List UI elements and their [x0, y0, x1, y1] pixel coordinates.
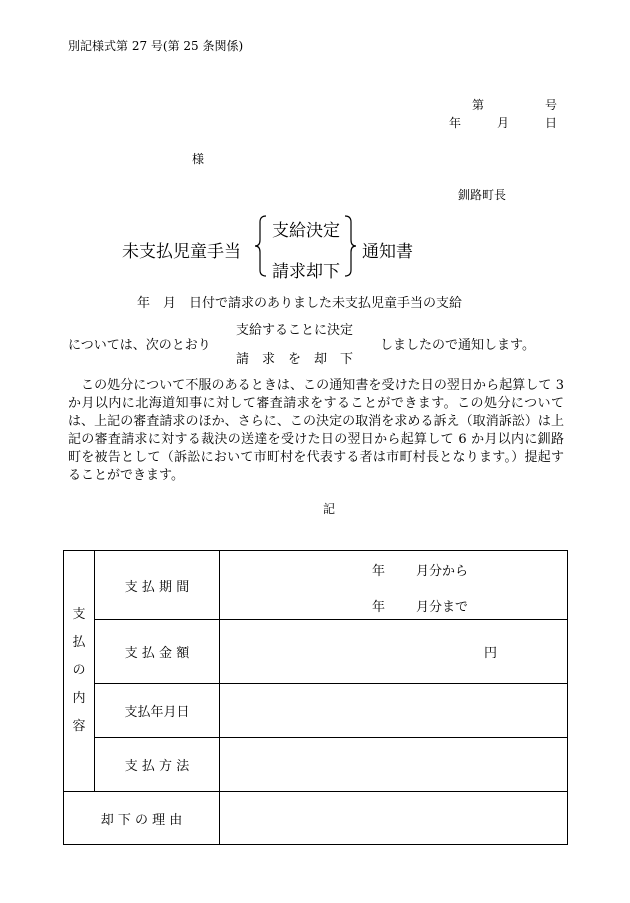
rejection-reason-label: 却 下 の 理 由	[64, 792, 220, 845]
payment-date-label: 支払年月日	[95, 684, 220, 738]
group-label-payment-content	[64, 551, 95, 792]
date-month-label: 月	[497, 116, 510, 130]
group-label-char: 払	[72, 635, 86, 650]
period-from-month: 月分から	[416, 564, 469, 579]
period-to-year: 年	[372, 600, 386, 615]
title-option-reject: 請求却下	[272, 262, 340, 282]
table-row-amount	[64, 620, 568, 684]
rejection-reason-value	[220, 792, 568, 845]
group-label-char: 支	[72, 607, 86, 622]
date-day-label: 日	[545, 116, 558, 130]
payment-method-value	[220, 738, 568, 792]
period-label: 支 払 期 間	[95, 551, 220, 620]
table-row-method	[64, 738, 568, 792]
period-from-year: 年	[372, 564, 386, 579]
body-tail: しましたので通知します。	[380, 338, 535, 353]
table-row-reason	[64, 792, 568, 845]
left-brace-icon	[254, 214, 268, 278]
table-row-date	[64, 684, 568, 738]
right-brace-icon	[343, 214, 357, 278]
date-year-label: 年	[449, 116, 462, 130]
title-option-grant: 支給決定	[272, 221, 340, 241]
period-value	[220, 551, 568, 620]
appeal-paragraph: この処分について不服のあるときは、この通知書を受けた日の翌日から起算して 3 か月以内に北海道知事に対して審査請求をすることができます。この処分については、上記の審査請求のほか、さらに、この決定の取消を求める訴え（取消訴訟）は上記の審査請求に対する裁決の送達を受けた日の翌日から起算して 6 か月以内に釧路町を被告として（訴訟において市町村を代表する者は市町村長となります。）提起することができます。	[68, 378, 564, 483]
group-label-char: 内	[72, 691, 86, 706]
body-line-1: 年 月 日付で請求のありました未支払児童手当の支給	[137, 296, 463, 311]
group-label-char: 容	[72, 719, 86, 734]
body-choice-reject: 請 求 を 却 下	[236, 352, 354, 367]
group-label-char: の	[72, 663, 86, 678]
number-label-dai: 第	[472, 98, 485, 112]
table-row-period	[64, 551, 568, 620]
title-prefix: 未支払児童手当	[122, 242, 241, 262]
amount-label: 支 払 金 額	[95, 620, 220, 684]
payment-details-table	[63, 550, 568, 845]
period-to-month: 月分まで	[416, 600, 469, 615]
addressee-suffix: 様	[192, 152, 205, 166]
title-suffix: 通知書	[362, 242, 413, 262]
ki-label: 記	[323, 502, 336, 516]
amount-unit: 円	[220, 620, 568, 684]
issuer-name: 釧路町長	[458, 188, 507, 202]
payment-method-label: 支 払 方 法	[95, 738, 220, 792]
payment-date-value	[220, 684, 568, 738]
body-choice-grant: 支給することに決定	[236, 323, 354, 338]
form-number: 別記様式第 27 号(第 25 条関係)	[68, 39, 244, 53]
body-lead: については、次のとおり	[68, 338, 211, 353]
number-label-go: 号	[545, 98, 558, 112]
